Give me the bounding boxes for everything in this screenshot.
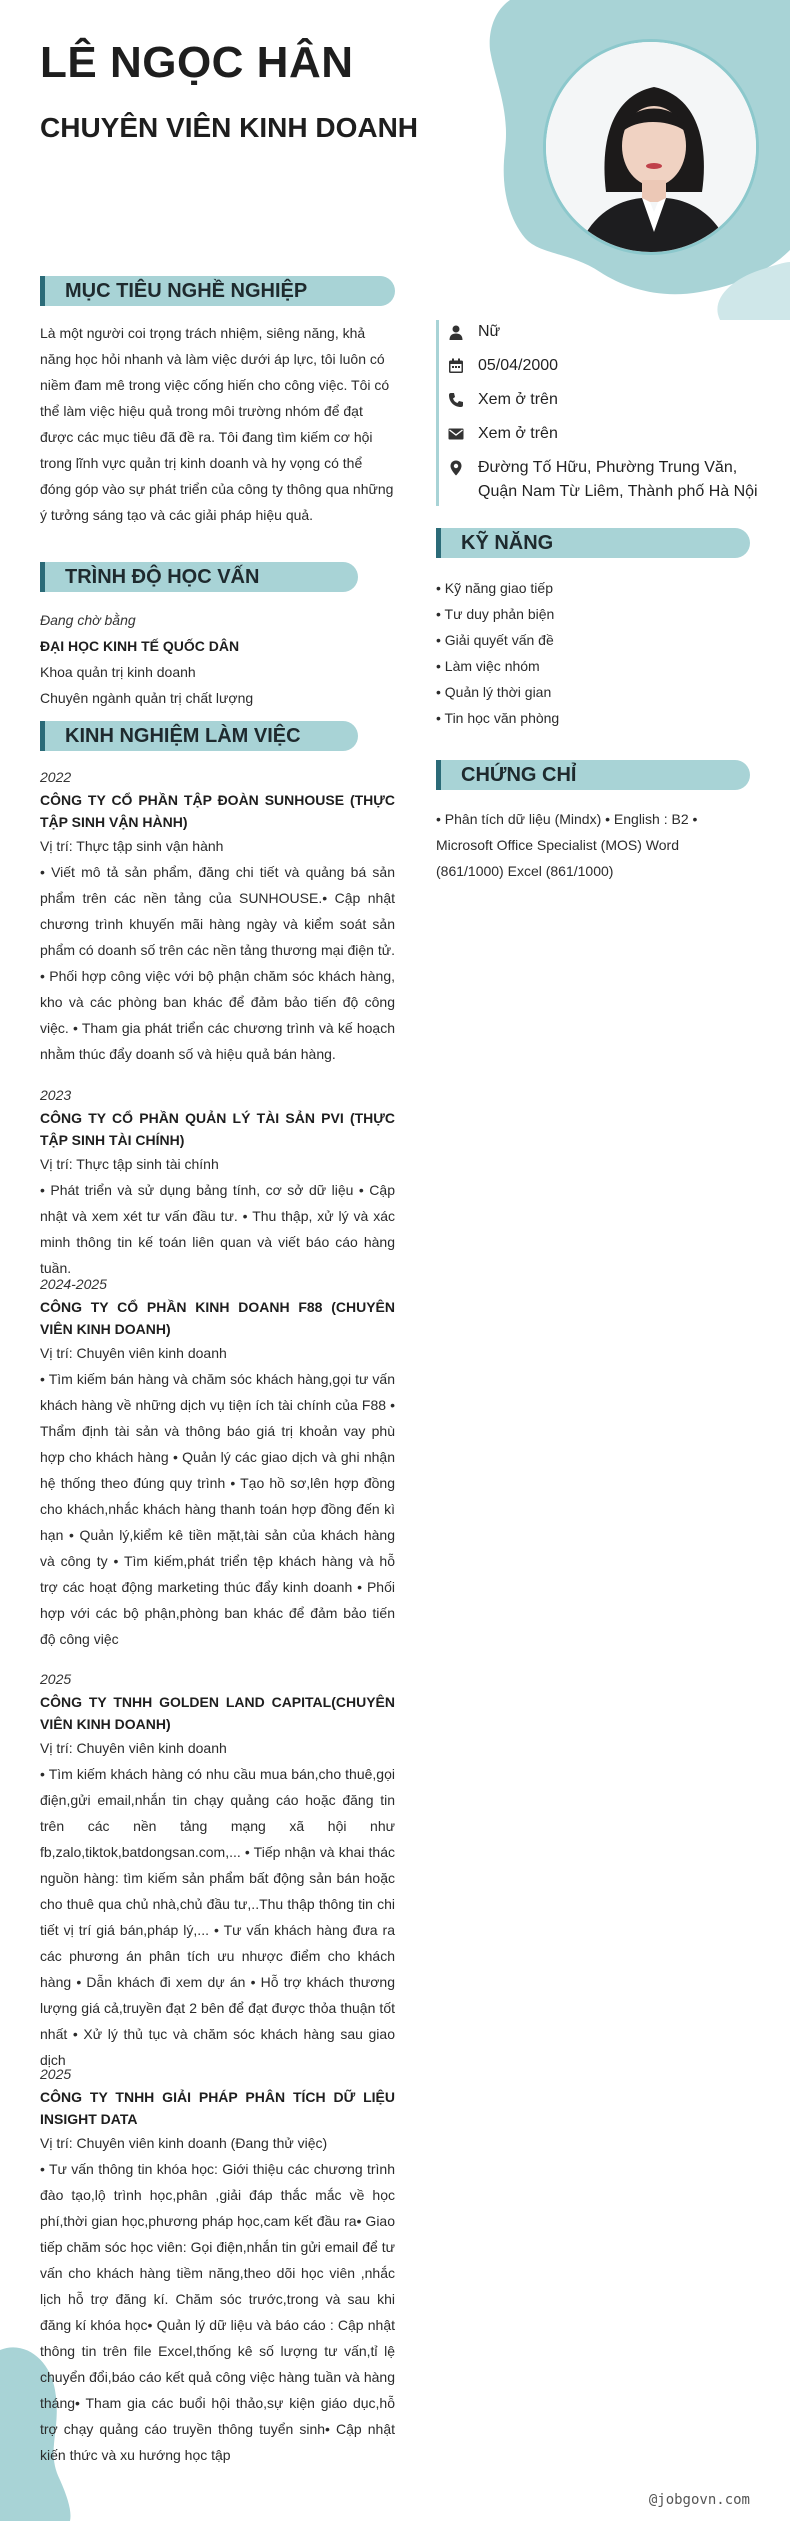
education-major: Chuyên ngành quản trị chất lượng: [40, 690, 254, 706]
experience-position: Vị trí: Chuyên viên kinh doanh: [40, 1740, 227, 1756]
skills-list: [436, 575, 750, 731]
phone-icon: [448, 392, 464, 408]
experience-position: Vị trí: Chuyên viên kinh doanh (Đang thử việc): [40, 2135, 328, 2151]
location-pin-icon: [448, 460, 464, 476]
career-goal-header-accent: [40, 276, 45, 306]
certificates-title: CHỨNG CHỈ: [461, 764, 577, 786]
experience-item: [40, 765, 395, 1067]
experience-company: CÔNG TY CỔ PHẦN TẬP ĐOÀN SUNHOUSE (THỰC TẬP SINH VẬN HÀNH): [40, 792, 395, 830]
contact-dob-value: 05/04/2000: [478, 357, 559, 374]
experience-year: 2025: [40, 1671, 72, 1687]
experience-year: 2025: [40, 2066, 72, 2082]
profile-photo: [543, 39, 759, 255]
contact-phone-value: Xem ở trên: [478, 391, 558, 408]
skill-item: • Giải quyết vấn đề: [436, 632, 554, 648]
contact-address: [448, 456, 758, 504]
education-title: TRÌNH ĐỘ HỌC VẤN: [65, 566, 260, 588]
experience-company: CÔNG TY CỔ PHẦN QUẢN LÝ TÀI SẢN PVI (THỰC TẬP SINH TÀI CHÍNH): [40, 1110, 395, 1148]
contact-gender-value: Nữ: [478, 323, 501, 340]
education-status: Đang chờ bằng: [40, 612, 136, 628]
education-school: ĐẠI HỌC KINH TẾ QUỐC DÂN: [40, 638, 240, 654]
skill-item: • Làm việc nhóm: [436, 658, 540, 674]
education-faculty: Khoa quản trị kinh doanh: [40, 664, 196, 680]
career-goal-text: Là một người coi trọng trách nhiệm, siêng năng, khả năng học hỏi nhanh và làm việc dưới áp lực, tôi luôn có niềm đam mê trong việc cống hiến cho công việc. Tôi có thể làm việc hiệu quả trong môi trường nhóm để đạt được các mục tiêu đã đề ra. Tôi đang tìm kiếm cơ hội trong lĩnh vực quản trị kinh doanh và hy vọng có thể đóng góp vào sự phát triển của công ty thông qua những ý tưởng sáng tạo và các giải pháp hiệu quả.: [40, 325, 394, 523]
mail-icon: [448, 426, 464, 442]
experience-description: • Tìm kiếm bán hàng và chăm sóc khách hàng,gọi tư vấn khách hàng về những dịch vụ tiện ích tài chính của F88 • Thẩm định tài sản và thông báo giá trị khoản vay phù hợp cho khách hàng • Quản lý các giao dịch và ghi nhận hệ thống theo đúng quy trình • Tạo hồ sơ,lên hợp đồng cho khách,nhắc khách hàng thanh toán hợp đồng đến kì hạn • Quản lý,kiểm kê tiền mặt,tài sản của khách hàng và công ty • Tìm kiếm,phát triển tệp khách hàng và hỗ trợ các hoạt động marketing thúc đẩy kinh doanh • Phối hợp với các bộ phận,phòng ban khác để đảm bảo tiến độ công việc: [40, 1371, 395, 1647]
skill-item: • Kỹ năng giao tiếp: [436, 580, 553, 596]
contact-phone: [448, 388, 558, 412]
experience-year: 2022: [40, 769, 72, 785]
experience-description: • Viết mô tả sản phẩm, đăng chi tiết và quảng bá sản phẩm trên các nền tảng của SUNHOUSE.• Cập nhật chương trình khuyến mãi hàng ngày và kiểm soát sản phẩm có doanh số trên các nền tảng thương mại điện tử. • Phối hợp công việc với bộ phận chăm sóc khách hàng, kho và các phòng ban khác để đảm bảo tiến độ công việc. • Tham gia phát triển các chương trình và kế hoạch nhằm thúc đẩy doanh số và hiệu quả bán hàng.: [40, 864, 395, 1062]
skills-header: [436, 528, 750, 558]
experience-year: 2024-2025: [40, 1276, 107, 1292]
skill-item: • Tư duy phản biện: [436, 606, 555, 622]
certificates-header: [436, 760, 750, 790]
contact-email-value: Xem ở trên: [478, 425, 558, 442]
experience-description: • Tìm kiếm khách hàng có nhu cầu mua bán,cho thuê,gọi điện,gửi email,nhắn tin chạy quảng cáo hoặc đăng tin trên các nền tảng mạng xã hội như fb,zalo,tiktok,batdongsan.com,... • Tiếp nhận và khai thác nguồn hàng: tìm kiếm sản phẩm bất động sản bán hoặc cho thuê qua chủ nhà,chủ đầu tư,..Thu thập thông tin chi tiết vị trí giá bán,pháp lý,... • Tư vấn khách hàng đưa ra các phương án phân tích ưu nhược điểm cho khách hàng • Dẫn khách đi xem dự án • Hỗ trợ khách thương lượng giá cả,truyền đạt 2 bên để đạt được thỏa thuận tốt nhất • Xử lý thủ tục và chăm sóc khách hàng sau giao dịch: [40, 1766, 395, 2068]
skills-header-accent: [436, 528, 441, 558]
experience-item: [40, 1272, 395, 1652]
contact-email: [448, 422, 558, 446]
certificates-header-accent: [436, 760, 441, 790]
profile-photo-illustration: [546, 42, 759, 255]
experience-item: [40, 1083, 395, 1281]
experience-title: KINH NGHIỆM LÀM VIỆC: [65, 725, 301, 747]
education-header: [40, 562, 358, 592]
watermark: @jobgovn.com: [648, 2492, 750, 2508]
experience-company: CÔNG TY CỔ PHẦN KINH DOANH F88 (CHUYÊN VIÊN KINH DOANH): [40, 1299, 395, 1337]
candidate-name: LÊ NGỌC HÂN: [40, 38, 354, 87]
education-block: [40, 607, 395, 711]
calendar-icon: [448, 358, 464, 374]
candidate-role: CHUYÊN VIÊN KINH DOANH: [40, 112, 419, 143]
contact-gender: [448, 320, 500, 344]
experience-header: [40, 721, 358, 751]
experience-header-accent: [40, 721, 45, 751]
contact-accent-line: [436, 320, 439, 506]
education-header-accent: [40, 562, 45, 592]
experience-item: [40, 1667, 395, 2073]
experience-year: 2023: [40, 1087, 72, 1103]
experience-item: [40, 2062, 395, 2468]
user-icon: [448, 324, 464, 340]
experience-description: • Tư vấn thông tin khóa học: Giới thiệu các chương trình đào tạo,lộ trình học,phân ,giải đáp thắc mắc về học phí,thời gian học,phương pháp học,cam kết đầu ra• Giao tiếp chăm sóc học viên: Gọi điện,nhắn tin gửi email để tư vấn cho khách hàng tiềm năng,theo dõi học viên ,nhắc lịch hỗ trợ đăng kí. Chăm sóc trước,trong và sau khi đăng kí khóa học• Quản lý dữ liệu và báo cáo : Cập nhật thông tin trên file Excel,thống kê số lượng tư vấn,tỉ lệ chuyển đổi,báo cáo kết quả công việc hàng tuần và hàng tháng• Tham gia các buổi hội thảo,sự kiện giáo dục,hỗ trợ chạy quảng cáo truyền thông tuyển sinh• Cập nhật kiến thức và xu hướng học tập: [40, 2161, 395, 2463]
experience-company: CÔNG TY TNHH GIẢI PHÁP PHÂN TÍCH DỮ LIỆU INSIGHT DATA: [40, 2089, 395, 2127]
experience-position: Vị trí: Chuyên viên kinh doanh: [40, 1345, 227, 1361]
contact-dob: [448, 354, 558, 378]
experience-description: • Phát triển và sử dụng bảng tính, cơ sở dữ liệu • Cập nhật và xem xét tư vấn đầu tư. • Thu thập, xử lý và xác minh thông tin kế toán liên quan và viết báo cáo hàng tuần.: [40, 1182, 395, 1276]
career-goal-title: MỤC TIÊU NGHỀ NGHIỆP: [65, 280, 308, 302]
contact-address-value: Đường Tố Hữu, Phường Trung Văn, Quận Nam Từ Liêm, Thành phố Hà Nội: [478, 459, 758, 500]
skills-title: KỸ NĂNG: [461, 532, 554, 554]
career-goal-header: [40, 276, 395, 306]
certificates-text: • Phân tích dữ liệu (Mindx) • English : B2 • Microsoft Office Specialist (MOS) Word (861/1000) Excel (861/1000): [436, 811, 698, 879]
experience-position: Vị trí: Thực tập sinh vận hành: [40, 838, 224, 854]
skill-item: • Tin học văn phòng: [436, 710, 560, 726]
experience-position: Vị trí: Thực tập sinh tài chính: [40, 1156, 219, 1172]
experience-company: CÔNG TY TNHH GOLDEN LAND CAPITAL(CHUYÊN VIÊN KINH DOANH): [40, 1694, 395, 1732]
skill-item: • Quản lý thời gian: [436, 684, 552, 700]
